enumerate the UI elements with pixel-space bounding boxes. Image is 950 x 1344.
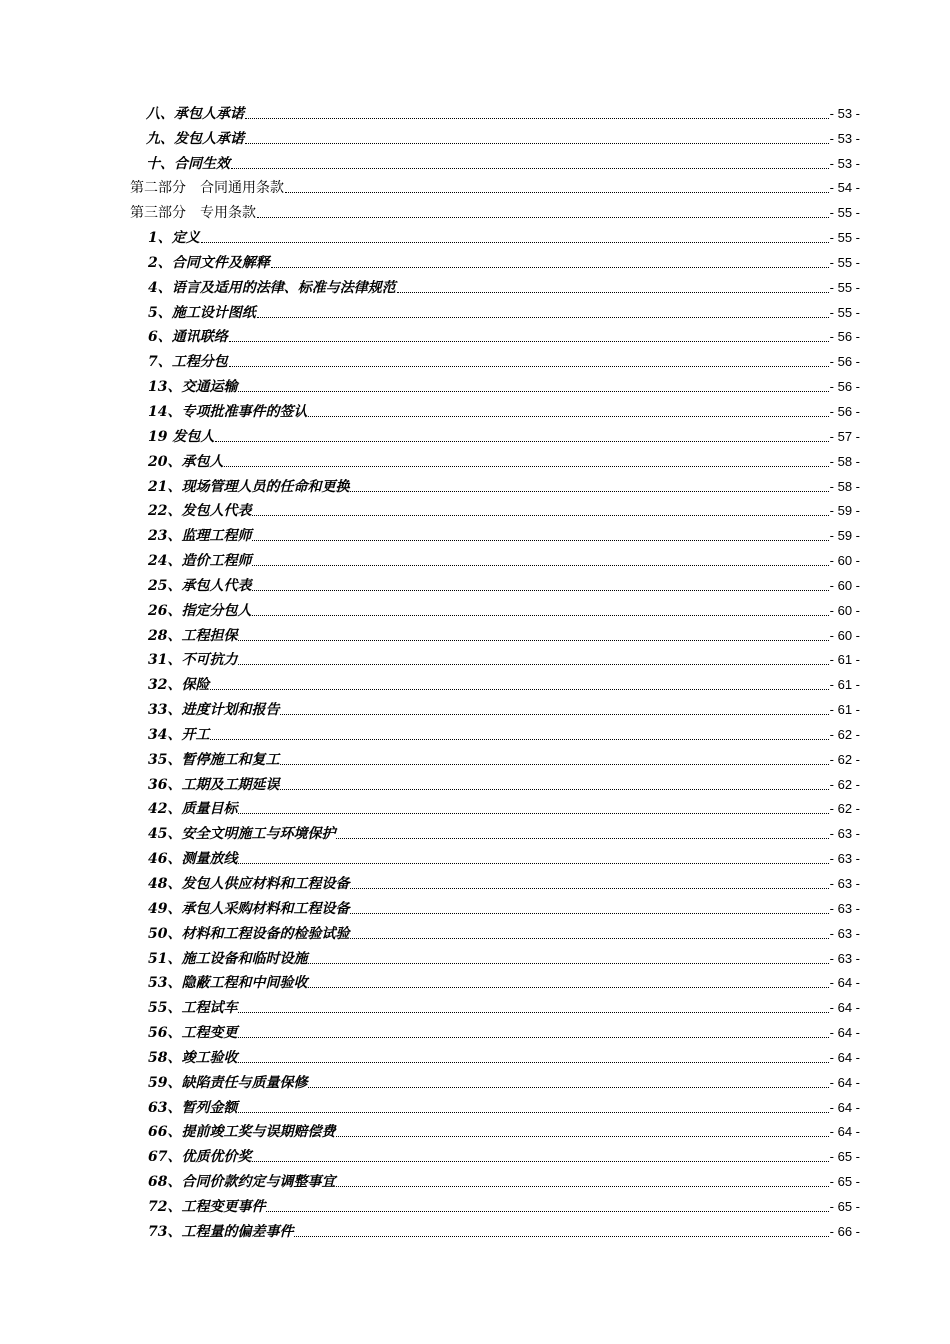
toc-entry-title: 25、承包人代表 — [148, 577, 252, 594]
toc-entry[interactable] — [130, 297, 860, 322]
toc-dot-leader — [280, 763, 828, 765]
toc-dot-leader — [336, 837, 828, 839]
toc-entry-title: 42、质量目标 — [148, 801, 238, 818]
toc-entry-title: 66、提前竣工奖与误期赔偿费 — [148, 1124, 336, 1141]
toc-entry-page-number: - 62 - — [829, 751, 860, 767]
toc-entry[interactable] — [130, 247, 860, 272]
toc-entry-page-number: - 65 - — [829, 1198, 860, 1214]
toc-entry[interactable] — [130, 123, 860, 148]
toc-dot-leader — [397, 291, 829, 293]
toc-entry[interactable] — [130, 1017, 860, 1042]
toc-entry-page-number: - 63 - — [829, 950, 860, 966]
toc-entry-page-number: - 64 - — [829, 975, 860, 991]
toc-dot-leader — [245, 117, 829, 119]
toc-entry-title: 八、承包人承诺 — [146, 105, 244, 122]
toc-entry-page-number: - 58 - — [829, 478, 860, 494]
toc-entry[interactable] — [130, 818, 860, 843]
toc-entry-title: 28、工程担保 — [148, 627, 238, 644]
toc-entry-page-number: - 55 - — [829, 205, 860, 221]
toc-entry[interactable] — [130, 669, 860, 694]
toc-entry-page-number: - 56 - — [829, 354, 860, 370]
toc-dot-leader — [252, 564, 828, 566]
toc-entry[interactable] — [130, 1191, 860, 1216]
toc-dot-leader — [252, 1160, 828, 1162]
toc-entry-page-number: - 63 - — [829, 826, 860, 842]
toc-dot-leader — [285, 191, 829, 193]
toc-dot-leader — [336, 1185, 828, 1187]
toc-entry[interactable] — [130, 471, 860, 496]
toc-dot-leader — [350, 490, 828, 492]
toc-entry[interactable] — [130, 222, 860, 247]
toc-entry[interactable] — [130, 893, 860, 918]
toc-dot-leader — [280, 713, 828, 715]
toc-entry[interactable] — [130, 943, 860, 968]
toc-entry-page-number: - 63 - — [829, 876, 860, 891]
toc-entry-page-number: - 61 - — [829, 677, 860, 693]
toc-entry-page-number: - 62 - — [829, 801, 860, 817]
toc-entry-page-number: - 60 - — [829, 627, 860, 643]
toc-dot-leader — [231, 167, 829, 169]
toc-entry[interactable] — [130, 322, 860, 347]
toc-entry-title: 68、合同价款约定与调整事宜 — [148, 1174, 336, 1191]
toc-dot-leader — [271, 266, 829, 268]
toc-entry-title: 第二部分 合同通用条款 — [130, 180, 284, 197]
toc-entry-title: 56、工程变更 — [148, 1025, 238, 1042]
toc-entry-title: 55、工程试车 — [148, 1000, 238, 1017]
toc-entry-title: 63、暂列金额 — [148, 1099, 238, 1116]
toc-dot-leader — [252, 614, 828, 616]
toc-entry[interactable] — [130, 794, 860, 819]
toc-entry[interactable] — [130, 843, 860, 868]
toc-entry-page-number: - 57 - — [829, 428, 860, 444]
toc-entry-title: 26、指定分包人 — [148, 602, 252, 619]
toc-entry-title: 67、优质优价奖 — [148, 1149, 252, 1166]
toc-entry-title: 5、施工设计图纸 — [148, 304, 256, 321]
toc-entry-title: 1、定义 — [148, 230, 200, 247]
toc-entry-title: 34、开工 — [148, 726, 210, 743]
toc-entry-title: 24、造价工程师 — [148, 553, 252, 570]
toc-entry-page-number: - 64 - — [829, 1099, 860, 1115]
toc-entry-page-number: - 59 - — [829, 503, 860, 519]
toc-entry-page-number: - 63 - — [829, 925, 860, 941]
toc-entry[interactable] — [130, 1166, 860, 1191]
toc-entry[interactable] — [130, 421, 860, 446]
toc-entry-title: 13、交通运输 — [148, 379, 238, 396]
toc-dot-leader — [224, 465, 828, 467]
toc-dot-leader — [238, 1036, 828, 1038]
toc-dot-leader — [210, 688, 828, 690]
toc-entry[interactable] — [130, 868, 860, 893]
toc-entry[interactable] — [130, 992, 860, 1017]
toc-dot-leader — [238, 1011, 828, 1013]
toc-entry-title: 36、工期及工期延误 — [148, 776, 280, 793]
toc-entry-title: 33、进度计划和报告 — [148, 702, 280, 719]
toc-entry[interactable] — [130, 346, 860, 371]
toc-dot-leader — [210, 738, 828, 740]
toc-dot-leader — [229, 340, 829, 342]
toc-entry-page-number: - 63 - — [829, 851, 860, 867]
toc-dot-leader — [252, 514, 828, 516]
toc-entry-page-number: - 60 - — [829, 602, 860, 618]
toc-entry-title: 46、测量放线 — [148, 851, 238, 868]
toc-entry-title: 十、合同生效 — [146, 155, 230, 172]
toc-dot-leader — [238, 663, 828, 665]
toc-entry-page-number: - 61 - — [829, 702, 860, 718]
toc-entry[interactable] — [130, 446, 860, 471]
toc-entry-page-number: - 55 - — [829, 279, 860, 295]
toc-dot-leader — [238, 390, 828, 392]
toc-dot-leader — [238, 812, 828, 814]
toc-entry[interactable] — [130, 496, 860, 521]
toc-dot-leader — [308, 1086, 828, 1088]
toc-entry-page-number: - 56 - — [829, 403, 860, 419]
toc-entry-page-number: - 55 - — [829, 254, 860, 270]
toc-entry[interactable] — [130, 719, 860, 744]
toc-entry-page-number: - 65 - — [829, 1174, 860, 1190]
toc-entry-title: 22、发包人代表 — [148, 503, 252, 520]
toc-entry-page-number: - 64 - — [829, 1074, 860, 1090]
toc-dot-leader — [308, 962, 828, 964]
toc-entry[interactable] — [130, 1141, 860, 1166]
toc-dot-leader — [294, 1235, 828, 1237]
toc-entry[interactable] — [130, 620, 860, 645]
toc-entry-page-number: - 53 - — [829, 130, 860, 146]
toc-entry-page-number: - 64 - — [829, 1000, 860, 1016]
toc-entry[interactable] — [130, 545, 860, 570]
toc-entry-title: 48、发包人供应材料和工程设备 — [148, 876, 350, 892]
toc-entry-title: 72、工程变更事件 — [148, 1198, 266, 1215]
toc-entry-title: 19 发包人 — [148, 428, 215, 445]
toc-entry[interactable] — [130, 570, 860, 595]
toc-entry-title: 21、现场管理人员的任命和更换 — [148, 478, 350, 495]
toc-entry-page-number: - 54 - — [829, 180, 860, 196]
toc-entry-page-number: - 56 - — [829, 379, 860, 395]
toc-entry[interactable] — [130, 272, 860, 297]
toc-dot-leader — [252, 539, 828, 541]
toc-entry[interactable] — [130, 520, 860, 545]
table-of-contents — [130, 98, 860, 1241]
toc-entry-page-number: - 64 - — [829, 1025, 860, 1041]
toc-entry-page-number: - 53 - — [829, 155, 860, 171]
toc-entry-page-number: - 58 - — [829, 453, 860, 469]
toc-entry[interactable] — [130, 744, 860, 769]
toc-entry-title: 九、发包人承诺 — [146, 130, 244, 147]
toc-entry-title: 50、材料和工程设备的检验试验 — [148, 925, 350, 942]
toc-dot-leader — [257, 316, 829, 318]
toc-entry[interactable] — [130, 769, 860, 794]
toc-dot-leader — [238, 1111, 828, 1113]
toc-entry-title: 51、施工设备和临时设施 — [148, 950, 308, 967]
toc-entry[interactable] — [130, 918, 860, 943]
toc-entry[interactable] — [130, 371, 860, 396]
toc-entry-page-number: - 62 - — [829, 776, 860, 792]
toc-entry-title: 53、隐蔽工程和中间验收 — [148, 975, 308, 992]
toc-entry[interactable] — [130, 396, 860, 421]
toc-entry[interactable] — [130, 98, 860, 123]
toc-entry-page-number: - 60 - — [829, 553, 860, 569]
toc-dot-leader — [280, 788, 828, 790]
toc-entry-page-number: - 66 - — [829, 1223, 860, 1239]
toc-dot-leader — [245, 142, 829, 144]
toc-dot-leader — [229, 365, 829, 367]
toc-entry-page-number: - 63 - — [829, 900, 860, 916]
toc-entry[interactable] — [130, 595, 860, 620]
toc-entry[interactable] — [130, 1067, 860, 1092]
toc-dot-leader — [215, 440, 828, 442]
toc-entry-title: 73、工程量的偏差事件 — [148, 1223, 294, 1240]
toc-entry[interactable] — [130, 173, 860, 198]
toc-entry-page-number: - 64 - — [829, 1049, 860, 1065]
toc-entry[interactable] — [130, 645, 860, 670]
toc-dot-leader — [336, 1135, 828, 1137]
toc-entry-page-number: - 61 - — [829, 652, 860, 668]
toc-entry-page-number: - 65 - — [829, 1149, 860, 1165]
toc-entry-page-number: - 53 - — [829, 105, 860, 121]
toc-dot-leader — [238, 862, 828, 864]
toc-entry-page-number: - 55 - — [829, 304, 860, 320]
toc-entry-title: 32、保险 — [148, 677, 210, 694]
toc-entry-page-number: - 64 - — [829, 1124, 860, 1140]
toc-dot-leader — [308, 415, 828, 417]
toc-entry-title: 2、合同文件及解释 — [148, 254, 270, 271]
toc-dot-leader — [257, 216, 829, 218]
toc-entry[interactable] — [130, 1117, 860, 1142]
toc-entry-title: 4、语言及适用的法律、标准与法律规范 — [148, 279, 396, 296]
toc-dot-leader — [201, 241, 829, 243]
toc-entry-page-number: - 60 - — [829, 577, 860, 593]
toc-dot-leader — [238, 639, 828, 641]
toc-dot-leader — [238, 1061, 828, 1063]
toc-entry-title: 14、专项批准事件的签认 — [148, 403, 308, 420]
toc-entry-title: 45、安全文明施工与环境保护 — [148, 826, 336, 843]
toc-entry[interactable] — [130, 694, 860, 719]
toc-entry-title: 35、暂停施工和复工 — [148, 751, 280, 768]
toc-entry[interactable] — [130, 1042, 860, 1067]
toc-entry-title: 49、承包人采购材料和工程设备 — [148, 900, 350, 917]
toc-entry-title: 23、监理工程师 — [148, 528, 252, 545]
toc-entry[interactable] — [130, 1216, 860, 1241]
toc-entry-page-number: - 59 - — [829, 528, 860, 544]
toc-entry-page-number: - 62 - — [829, 726, 860, 742]
toc-dot-leader — [252, 589, 828, 591]
toc-dot-leader — [308, 986, 828, 988]
toc-dot-leader — [350, 912, 828, 914]
toc-entry-title: 31、不可抗力 — [148, 652, 238, 669]
toc-entry-title: 20、承包人 — [148, 453, 224, 470]
toc-entry-title: 6、通讯联络 — [148, 329, 228, 346]
toc-entry-title: 59、缺陷责任与质量保修 — [148, 1074, 308, 1091]
toc-entry-title: 第三部分 专用条款 — [130, 205, 256, 222]
toc-entry-title: 58、竣工验收 — [148, 1049, 238, 1066]
toc-entry[interactable] — [130, 148, 860, 173]
toc-entry-page-number: - 56 - — [829, 329, 860, 345]
toc-dot-leader — [266, 1210, 828, 1212]
toc-entry[interactable] — [130, 968, 860, 993]
toc-entry-title: 7、工程分包 — [148, 354, 228, 371]
toc-entry[interactable] — [130, 197, 860, 222]
toc-dot-leader — [350, 887, 828, 889]
toc-entry-page-number: - 55 - — [829, 230, 860, 246]
toc-entry[interactable] — [130, 1092, 860, 1117]
toc-dot-leader — [350, 937, 828, 939]
